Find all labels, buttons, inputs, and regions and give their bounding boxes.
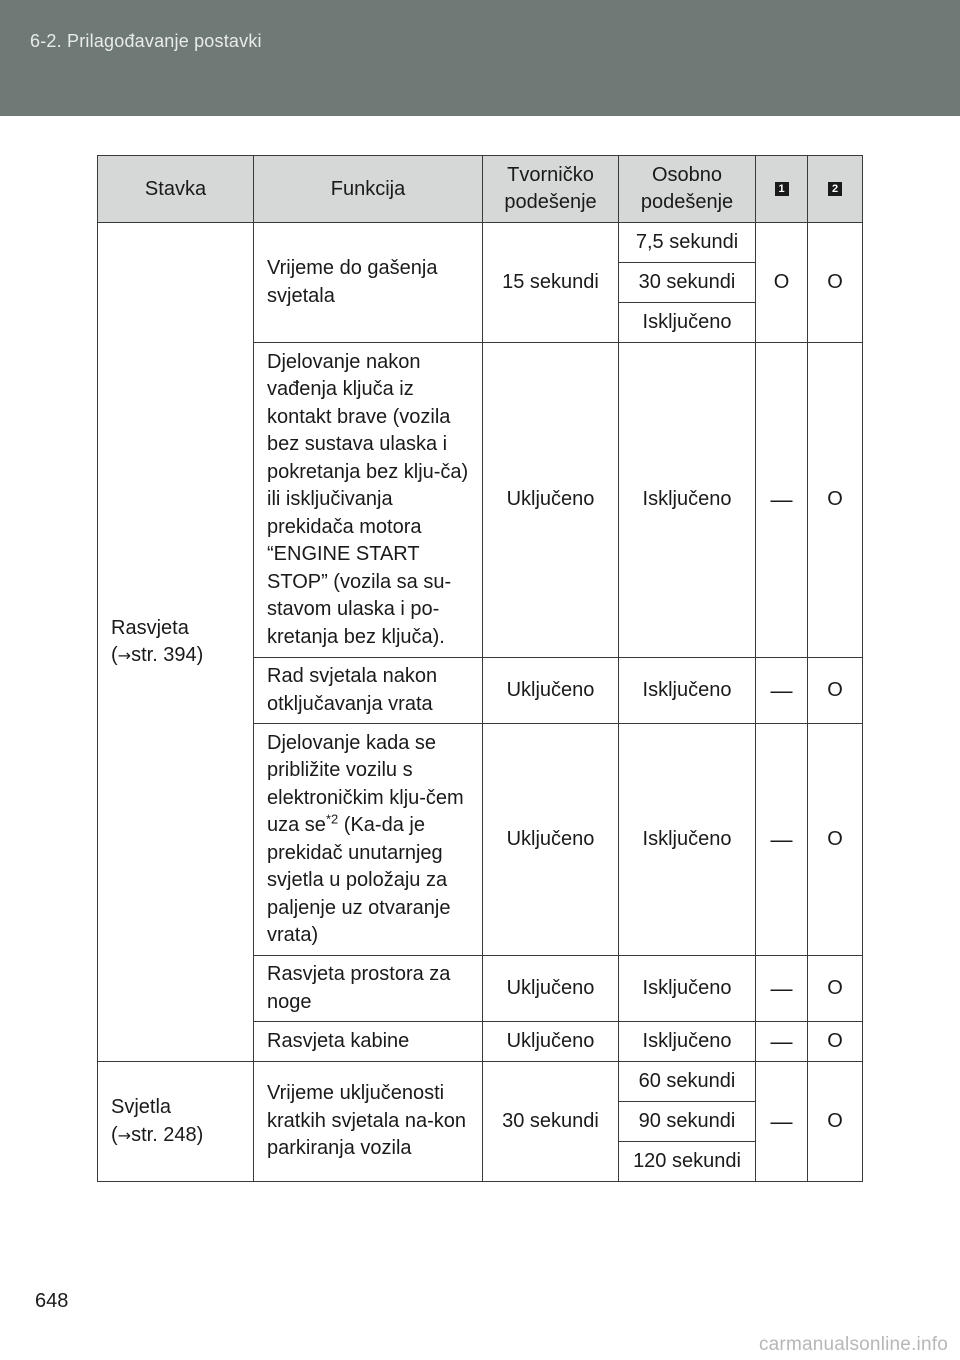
function-cell: Rasvjeta prostora za noge xyxy=(254,956,483,1022)
item-reference: str. 394) xyxy=(131,644,204,666)
option-cell: Isključeno xyxy=(619,724,756,956)
header-band xyxy=(0,0,960,116)
option-cell: 90 sekundi xyxy=(619,1102,756,1142)
function-cell: Vrijeme uključenosti kratkih svjetala na-kon parkiranja vozila xyxy=(254,1062,483,1182)
default-cell: 30 sekundi xyxy=(483,1062,619,1182)
option-cell: Isključeno xyxy=(619,658,756,724)
col1-cell: — xyxy=(756,724,808,956)
option-cell: 7,5 sekundi xyxy=(619,223,756,263)
table-header-row xyxy=(98,156,863,223)
col2-cell: O xyxy=(808,1062,863,1182)
option-cell: 60 sekundi xyxy=(619,1062,756,1102)
default-cell: Uključeno xyxy=(483,1022,619,1062)
arrow-right-icon: → xyxy=(117,1125,132,1145)
default-cell: Uključeno xyxy=(483,658,619,724)
function-cell: Vrijeme do gašenja svjetala xyxy=(254,223,483,343)
option-cell: 120 sekundi xyxy=(619,1142,756,1182)
item-cell-rasvjeta: Rasvjeta (→str. 394) xyxy=(98,223,254,1062)
default-cell: Uključeno xyxy=(483,724,619,956)
table-row xyxy=(98,1062,863,1102)
option-cell: Isključeno xyxy=(619,303,756,343)
default-cell: Uključeno xyxy=(483,956,619,1022)
option-cell: Isključeno xyxy=(619,1022,756,1062)
column-header-osobno-podesenje: Osobno podešenje xyxy=(619,156,756,223)
col2-cell: O xyxy=(808,1022,863,1062)
col2-cell: O xyxy=(808,724,863,956)
col1-cell: — xyxy=(756,658,808,724)
footnote-marker: *2 xyxy=(325,811,339,827)
function-cell: Rasvjeta kabine xyxy=(254,1022,483,1062)
default-cell: 15 sekundi xyxy=(483,223,619,343)
item-reference: str. 248) xyxy=(131,1123,204,1146)
page-number: 648 xyxy=(35,1290,69,1312)
col1-cell: — xyxy=(756,956,808,1022)
col2-cell: O xyxy=(808,343,863,658)
option-cell: Isključeno xyxy=(619,956,756,1022)
table-row xyxy=(98,223,863,263)
section-title: 6-2. Prilagođavanje postavki xyxy=(30,31,262,51)
column-badge-1: 1 xyxy=(775,182,789,196)
col1-cell: O xyxy=(756,223,808,343)
function-cell: Djelovanje nakon vađenja ključa iz kontakt brave (vozila bez sustava ulaska i pokretanja bez klju-ča) ili isključivanja prekidača motora “ENGINE START STOP” (vozila sa su-stavom ulaska i po-kretanja bez ključa). xyxy=(254,343,483,658)
col2-cell: O xyxy=(808,223,863,343)
item-cell-svjetla: Svjetla (→str. 248) xyxy=(98,1062,254,1182)
item-name: Svjetla xyxy=(111,1096,172,1118)
col1-cell: — xyxy=(756,1022,808,1062)
column-header-funkcija: Funkcija xyxy=(254,156,483,223)
item-name: Rasvjeta xyxy=(111,616,189,639)
column-header-stavka: Stavka xyxy=(98,156,254,223)
default-cell: Uključeno xyxy=(483,343,619,658)
col1-cell: — xyxy=(756,343,808,658)
function-cell: Rad svjetala nakon otključavanja vrata xyxy=(254,658,483,724)
function-cell: Djelovanje kada se približite vozilu s elektroničkim klju-čem uza $se^{*2}$ (Ka-da je prekidač unutarnjeg svjetla u položaju za paljenje uz otvaranje vrata) xyxy=(254,724,483,956)
arrow-right-icon: → xyxy=(117,646,132,665)
settings-table xyxy=(97,155,863,1182)
watermark: carmanualsonline.info xyxy=(758,1334,948,1355)
option-cell: Isključeno xyxy=(619,343,756,658)
column-header-2 xyxy=(808,156,863,223)
column-header-1 xyxy=(756,156,808,223)
col2-cell: O xyxy=(808,658,863,724)
option-cell: 30 sekundi xyxy=(619,263,756,303)
column-header-tvornicko-podesenje: Tvorničko podešenje xyxy=(483,156,619,223)
col1-cell: — xyxy=(756,1062,808,1182)
column-badge-2: 2 xyxy=(828,182,842,196)
col2-cell: O xyxy=(808,956,863,1022)
